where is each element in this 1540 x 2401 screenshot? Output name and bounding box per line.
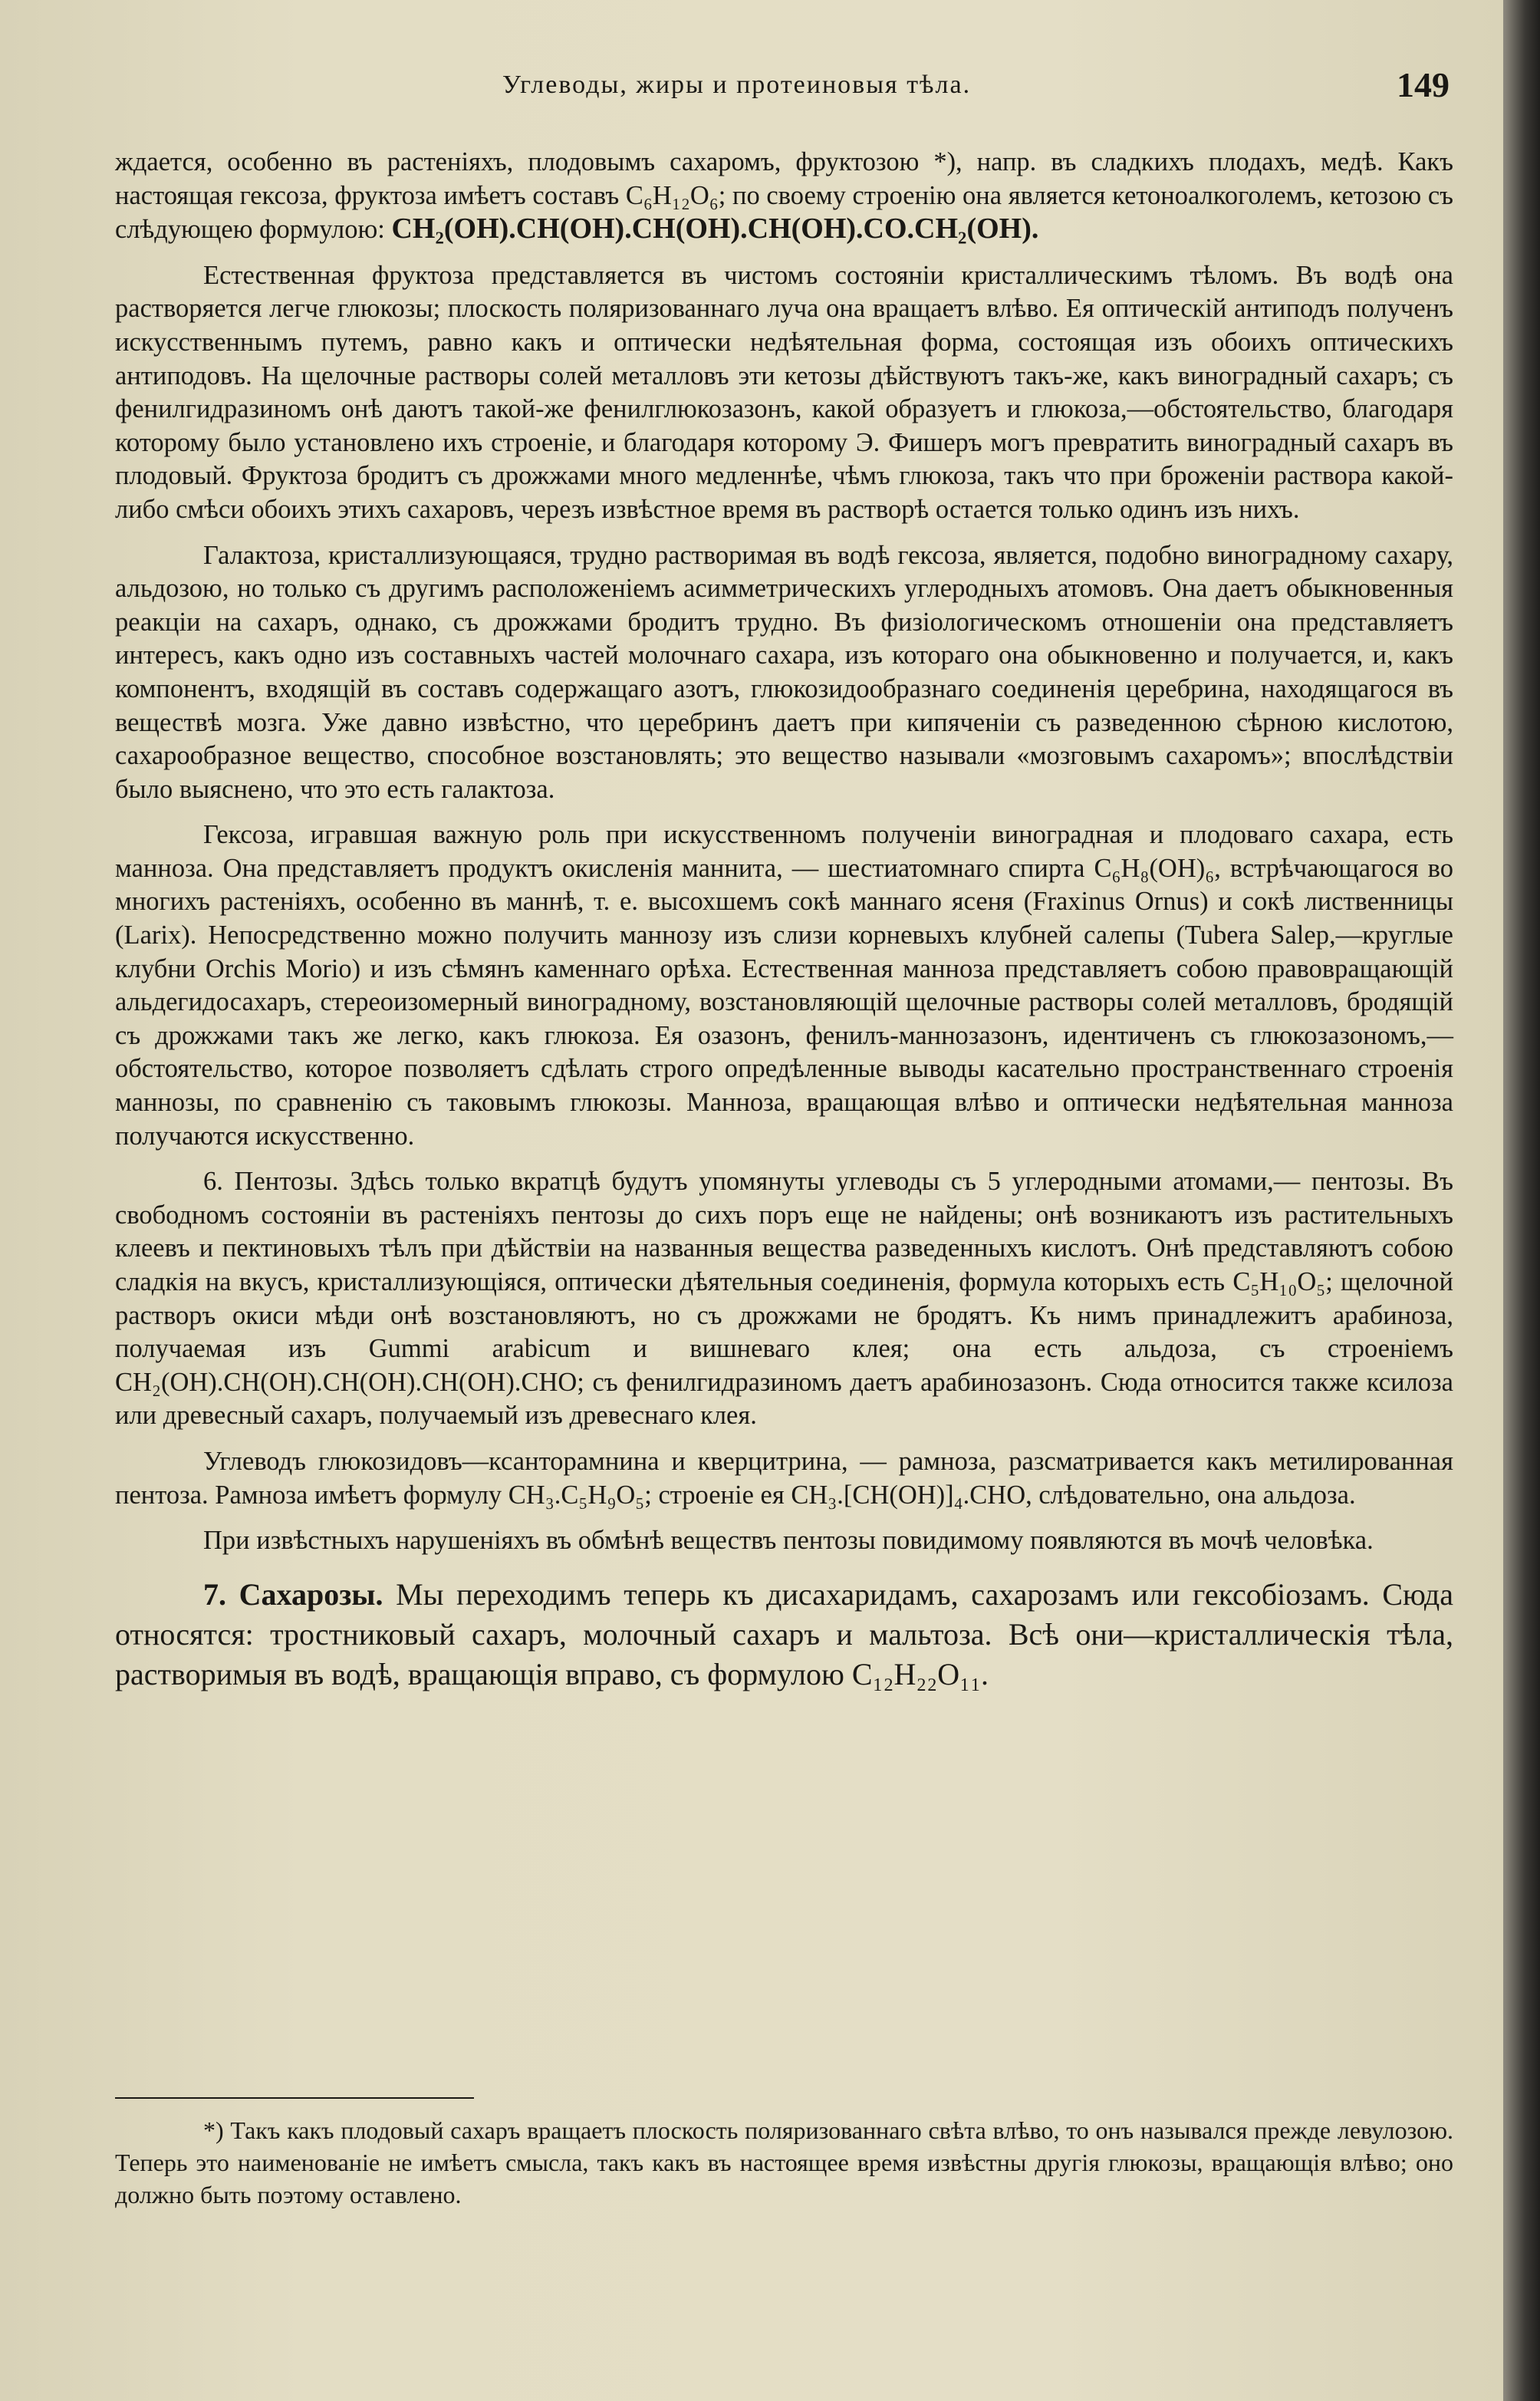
footnote-divider [115,2097,474,2099]
paragraph-pentosuria: При извѣстныхъ нарушеніяхъ въ обмѣнѣ веществъ пентозы повидимому появляются въ мочѣ человѣка. [203,1526,1374,1556]
section-text: Мы переходимъ теперь къ дисахаридамъ, сахарозамъ или гексобіозамъ. Сюда относятся: тростниковый сахаръ, молочный сахаръ и мальтоза. Всѣ они—кристаллическія тѣла, растворимыя въ водѣ, вращающія вправо, съ формулою C₁₂H₂₂O₁₁. [115,1576,1454,1691]
page-edge-shadow [1503,0,1540,2401]
paragraph-natural-fructose: Естественная фруктоза представляется въ чистомъ состояніи кристаллическимъ тѣломъ. Въ водѣ она растворяется легче глюкозы; плоскость поляризованнаго луча она вращаетъ влѣво. Ея оптическій антиподъ полученъ искусственнымъ путемъ, равно какъ и оптически недѣятельная форма, состоящая изъ обоихъ оптическихъ антиподовъ. На щелочные растворы солей металловъ эти кетозы дѣйствуютъ такъ-же, какъ виноградный сахаръ; съ фенилгидразиномъ онѣ даютъ такой-же фенилглюкозазонъ, какой образуетъ и глюкоза,—обстоятельство, благодаря которому было установлено ихъ строеніе, и благодаря которому Э. Фишеръ могъ превратить виноградный сахаръ въ плодовый. Фруктоза бродитъ съ дрожжами много медленнѣе, чѣмъ глюкоза, такъ что при броженіи раствора какой-либо смѣси обоихъ этихъ сахаровъ, черезъ извѣстное время въ растворѣ остается только одинъ изъ нихъ. [115,260,1453,524]
page-number: 149 [1397,65,1450,104]
main-text [115,146,1453,1707]
footnote: *) Такъ какъ плодовый сахаръ вращаетъ плоскость поляризованнаго свѣта влѣво, то онъ назывался прежде левулозою. Теперь это наименованіе не имѣетъ смысла, такъ какъ въ настоящее время извѣстны другія глюкозы, вращающія влѣво; оно должно быть поэтому оставлено. [115,2116,1453,2208]
paragraph-fructose-intro [115,146,1453,247]
running-title: Углеводы, жиры и протеиновыя тѣла. [502,71,972,99]
page-header [115,65,1450,117]
fructose-formula: CH₂(OH).CH(OH).CH(OH).CH(OH).CO.CH₂(OH). [391,212,1039,245]
section-heading: 7. Сахарозы. [203,1576,383,1612]
section-sucroses [115,1575,1453,1695]
paragraph-galactose: Галактоза, кристаллизующаяся, трудно растворимая въ водѣ гексоза, является, подобно виноградному сахару, альдозою, но только съ другимъ расположеніемъ асимметрическихъ углеродныхъ атомовъ. Она даетъ обыкновенныя реакціи на сахаръ, однако, съ дрожжами бродитъ трудно. Въ физіологическомъ отношеніи она представляетъ интересъ, какъ одно изъ составныхъ частей молочнаго сахара, изъ котораго она обыкновенно и получается, и, какъ компонентъ, входящій въ составъ содержащаго азотъ, глюкозидообразнаго соединенія церебрина, находящагося въ веществѣ мозга. Уже давно извѣстно, что церебринъ даетъ при кипяченіи съ разведенною сѣрною кислотою, сахарообразное вещество, способное возстановлять; это вещество называли «мозговымъ сахаромъ»; впослѣдствіи было выяснено, что это есть галактоза. [115,540,1453,804]
fructose-intro-text: ждается, особенно въ растеніяхъ, плодовымъ сахаромъ, фруктозою *), напр. въ сладкихъ плодахъ, медѣ. Какъ настоящая гексоза, фруктоза имѣетъ составъ C₆H₁₂O₆; по своему строенію она является кетоноалкоголемъ, кетозою съ слѣдующею формулою: [115,147,1453,245]
paragraph-mannose: Гексоза, игравшая важную роль при искусственномъ полученіи виноградная и плодоваго сахара, есть манноза. Она представляетъ продуктъ окисленія маннита, — шестиатомнаго спирта C₆H₈(OH)₆, встрѣчающагося во многихъ растеніяхъ, особенно въ маннѣ, т. е. высохшемъ сокѣ маннаго ясеня (Fraxinus Ornus) и сокѣ лиственницы (Larix). Непосредственно можно получить маннозу изъ слизи корневыхъ клубней салепы (Tubera Salep,—круглые клубни Orchis Morio) и изъ сѣмянъ каменнаго орѣха. Естественная манноза представляетъ собою правовращающій альдегидосахаръ, стереоизомерный виноградному, возстановляющій щелочные растворы солей металловъ, бродящій съ дрожжами такъ же легко, какъ глюкоза. Ея озазонъ, фенилъ-маннозазонъ, идентиченъ съ глюкозазономъ,—обстоятельство, которое позволяетъ сдѣлать строго опредѣленные выводы касательно пространственнаго строенія маннозы, по сравненію съ таковымъ глюкозы. Манноза, вращающая влѣво и оптически недѣятельная манноза получаются искусственно. [115,820,1453,1151]
paragraph-pentoses: 6. Пентозы. Здѣсь только вкратцѣ будутъ упомянуты углеводы съ 5 углеродными атомами,— пентозы. Въ свободномъ состояніи въ растеніяхъ пентозы до сихъ поръ еще не найдены; онѣ возникаютъ изъ растительныхъ клеевъ и пектиновыхъ тѣлъ при дѣйствіи на названныя вещества разведенныхъ кислотъ. Онѣ представляютъ собою сладкія на вкусъ, кристаллизующіяся, оптически дѣятельныя соединенія, формула которыхъ есть C₅H₁₀O₅; щелочной растворъ окиси мѣди онѣ возстановляютъ, но съ дрожжами не бродятъ. Къ нимъ принадлежитъ арабиноза, получаемая изъ Gummi arabicum и вишневаго клея; она есть альдоза, съ строеніемъ CH₂(OH).CH(OH).CH(OH).CH(OH).CHO; съ фенилгидразиномъ даетъ арабинозазонъ. Сюда относится также ксилоза или древесный сахаръ, получаемый изъ древеснаго клея. [115,1167,1453,1431]
paragraph-rhamnose: Углеводъ глюкозидовъ—ксанторамнина и кверцитрина, — рамноза, разсматривается какъ метилированная пентоза. Рамноза имѣетъ формулу CH₃.C₅H₉O₅; строеніе ея CH₃.[CH(OH)]₄.CHO, слѣдовательно, она альдоза. [115,1446,1453,1510]
